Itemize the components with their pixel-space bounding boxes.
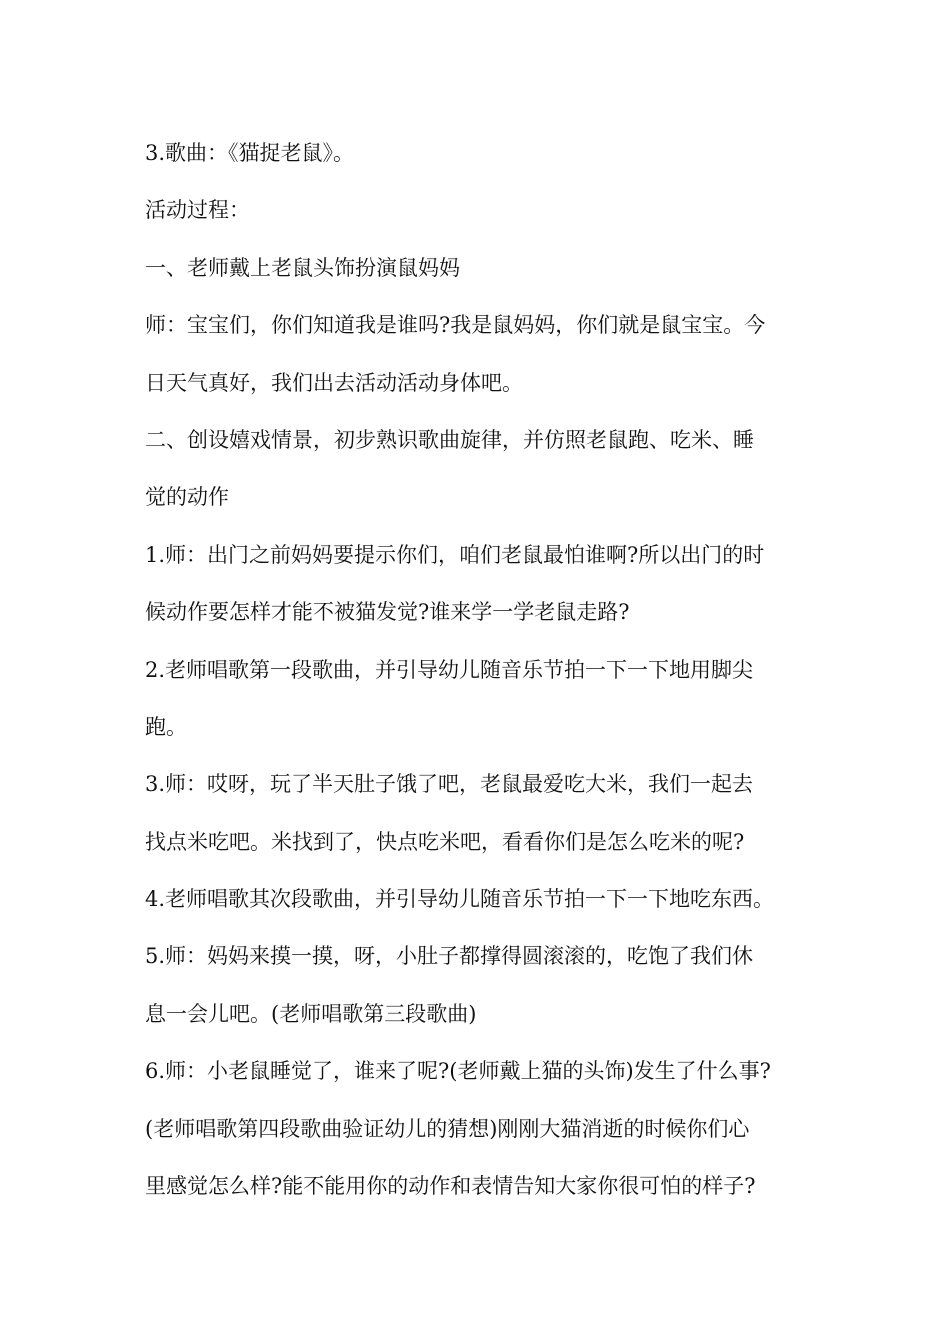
- text-line: 里感觉怎么样?能不能用你的动作和表情告知大家你很可怕的样子?: [145, 1174, 756, 1199]
- text-line: 3.师：哎呀，玩了半天肚子饿了吧，老鼠最爱吃大米，我们一起去: [145, 772, 754, 797]
- text-line: 1.师：出门之前妈妈要提示你们，咱们老鼠最怕谁啊?所以出门的时: [145, 542, 765, 567]
- text-line: 6.师：小老鼠睡觉了，谁来了呢?(老师戴上猫的头饰)发生了什么事?: [145, 1059, 771, 1084]
- text-line: 日天气真好，我们出去活动活动身体吧。: [145, 370, 523, 395]
- document-body: [145, 133, 825, 1223]
- text-line: 3.歌曲：《猫捉老鼠》。: [145, 141, 355, 165]
- section-heading: 活动过程：: [145, 198, 250, 223]
- text-line: 觉的动作: [145, 485, 229, 510]
- text-line: 5.师：妈妈来摸一摸，呀，小肚子都撑得圆滚滚的，吃饱了我们休: [145, 944, 754, 969]
- text-line: 师：宝宝们，你们知道我是谁吗?我是鼠妈妈，你们就是鼠宝宝。今: [145, 313, 766, 338]
- section-heading: 一、老师戴上老鼠头饰扮演鼠妈妈: [145, 255, 460, 280]
- text-line: 4.老师唱歌其次段歌曲，并引导幼儿随音乐节拍一下一下地吃东西。: [145, 887, 775, 912]
- text-line: 找点米吃吧。米找到了，快点吃米吧，看看你们是怎么吃米的呢?: [145, 829, 745, 854]
- text-line: 候动作要怎样才能不被猫发觉?谁来学一学老鼠走路?: [145, 600, 630, 625]
- text-line: 息一会儿吧。(老师唱歌第三段歌曲): [145, 1001, 477, 1026]
- text-line: (老师唱歌第四段歌曲验证幼儿的猜想)刚刚大猫消逝的时候你们心: [145, 1116, 750, 1141]
- section-heading: 二、创设嬉戏情景，初步熟识歌曲旋律，并仿照老鼠跑、吃米、睡: [145, 427, 754, 452]
- text-line: 跑。: [145, 714, 187, 739]
- text-line: 2.老师唱歌第一段歌曲，并引导幼儿随音乐节拍一下一下地用脚尖: [145, 657, 754, 682]
